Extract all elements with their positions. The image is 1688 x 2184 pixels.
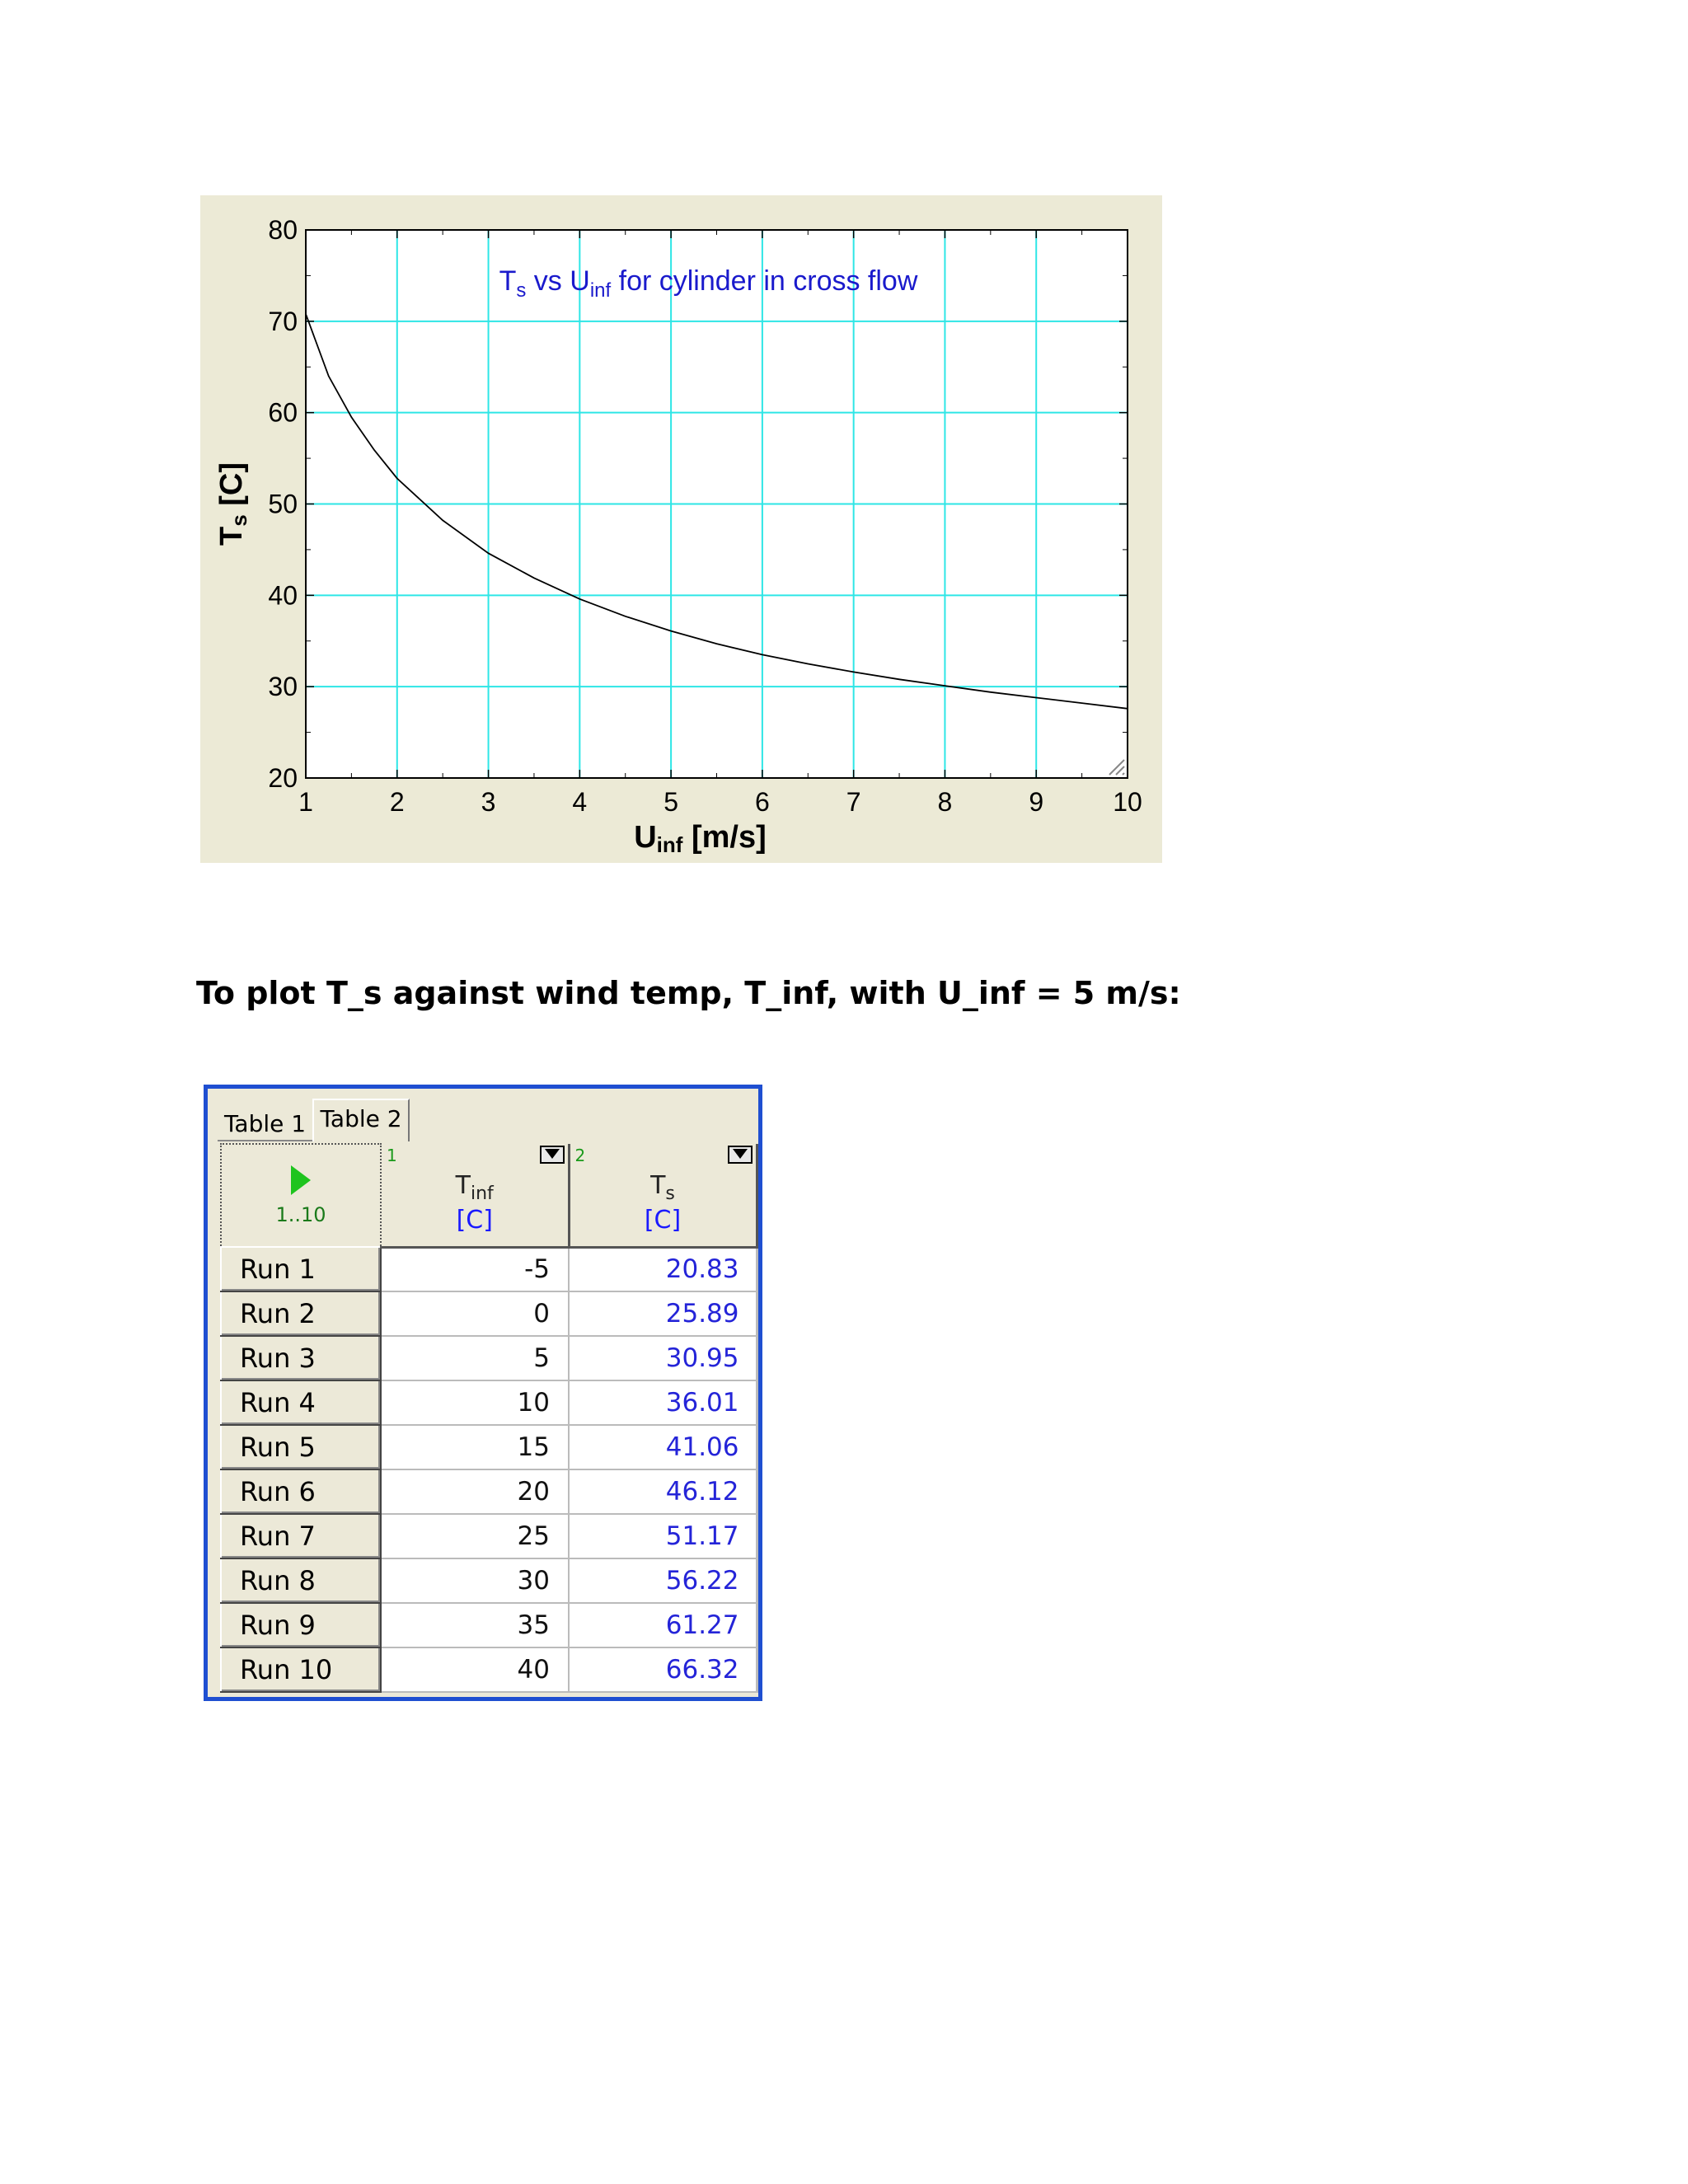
table-row (221, 1380, 757, 1425)
y-tick-label: 80 (268, 215, 298, 245)
table-row (221, 1336, 757, 1380)
run-label[interactable]: Run 4 (221, 1380, 381, 1425)
ts-cell[interactable]: 36.01 (569, 1380, 757, 1425)
column-header-ts[interactable] (569, 1144, 757, 1247)
x-tick-label: 7 (846, 787, 861, 817)
y-axis-label: Ts [C] (214, 462, 251, 546)
variable-subscript: s (665, 1183, 675, 1205)
table-row (221, 1558, 757, 1603)
column-header-tinf[interactable] (381, 1144, 569, 1247)
x-tick-label: 10 (1113, 787, 1142, 817)
grip-line (1123, 773, 1124, 775)
variable-name: T (650, 1171, 666, 1201)
tinf-cell[interactable]: 40 (381, 1647, 569, 1692)
variable-subscript: inf (471, 1183, 494, 1205)
tinf-cell[interactable]: 15 (381, 1425, 569, 1469)
x-tick-label: 9 (1029, 787, 1044, 817)
tab-table-2[interactable]: Table 2 (312, 1099, 410, 1141)
table-row (221, 1603, 757, 1647)
tinf-cell[interactable]: 10 (381, 1380, 569, 1425)
run-label[interactable]: Run 8 (221, 1558, 381, 1603)
x-tick-label: 8 (937, 787, 953, 817)
y-tick-label: 30 (268, 672, 298, 702)
play-icon[interactable] (291, 1165, 311, 1195)
x-axis-label: Uinf [m/s] (634, 820, 767, 857)
column-unit: [C] (644, 1206, 682, 1235)
instruction-text: To plot T_s against wind temp, T_inf, with U_inf = 5 m/s: (196, 975, 1181, 1011)
ts-cell[interactable]: 25.89 (569, 1291, 757, 1336)
table-row (221, 1469, 757, 1514)
y-tick-label: 60 (268, 397, 298, 428)
run-range: 1..10 (275, 1202, 326, 1226)
tinf-cell[interactable]: -5 (381, 1247, 569, 1291)
tinf-cell[interactable]: 30 (381, 1558, 569, 1603)
x-tick-label: 2 (389, 787, 405, 817)
run-label[interactable]: Run 10 (221, 1647, 381, 1692)
y-tick-label: 50 (268, 489, 298, 519)
ts-cell[interactable]: 46.12 (569, 1469, 757, 1514)
tab-table-1[interactable]: Table 1 (218, 1105, 312, 1141)
chart-panel (200, 195, 1165, 863)
ts-cell[interactable]: 66.32 (569, 1647, 757, 1692)
ts-cell[interactable]: 56.22 (569, 1558, 757, 1603)
tinf-cell[interactable]: 5 (381, 1336, 569, 1380)
table-row (221, 1291, 757, 1336)
y-tick-label: 20 (268, 763, 298, 793)
ts-vs-uinf-chart (200, 195, 1162, 863)
x-tick-label: 1 (298, 787, 313, 817)
table-row (221, 1247, 757, 1291)
table-row (221, 1425, 757, 1469)
tinf-cell[interactable]: 25 (381, 1514, 569, 1558)
variable-name: T (455, 1171, 471, 1201)
tinf-cell[interactable]: 35 (381, 1603, 569, 1647)
run-all-header[interactable] (221, 1144, 381, 1247)
column-number: 2 (574, 1146, 586, 1165)
y-tick-label: 70 (268, 306, 298, 336)
ts-cell[interactable]: 20.83 (569, 1247, 757, 1291)
x-tick-label: 4 (572, 787, 588, 817)
table-row (221, 1514, 757, 1558)
x-tick-label: 6 (754, 787, 770, 817)
chart-title: $T_s$ vs $U_{inf}$ for cylinder in cross flow (499, 265, 918, 302)
column-number: 1 (387, 1146, 397, 1165)
x-tick-label: 3 (481, 787, 496, 817)
parametric-table (220, 1143, 758, 1693)
run-label[interactable]: Run 1 (221, 1247, 381, 1291)
ts-cell[interactable]: 51.17 (569, 1514, 757, 1558)
table-row (221, 1647, 757, 1692)
run-label[interactable]: Run 6 (221, 1469, 381, 1514)
run-label[interactable]: Run 3 (221, 1336, 381, 1380)
dropdown-icon[interactable] (540, 1146, 565, 1164)
column-unit: [C] (456, 1206, 493, 1235)
dropdown-icon[interactable] (728, 1146, 753, 1164)
ts-cell[interactable]: 30.95 (569, 1336, 757, 1380)
x-tick-label: 5 (663, 787, 679, 817)
tinf-cell[interactable]: 20 (381, 1469, 569, 1514)
run-label[interactable]: Run 5 (221, 1425, 381, 1469)
column-variable (382, 1171, 567, 1204)
ts-cell[interactable]: 61.27 (569, 1603, 757, 1647)
run-label[interactable]: Run 7 (221, 1514, 381, 1558)
y-tick-label: 40 (268, 580, 298, 611)
run-label[interactable]: Run 9 (221, 1603, 381, 1647)
ts-cell[interactable]: 41.06 (569, 1425, 757, 1469)
tinf-cell[interactable]: 0 (381, 1291, 569, 1336)
run-label[interactable]: Run 2 (221, 1291, 381, 1336)
column-variable (571, 1171, 755, 1204)
parametric-table-window (204, 1085, 762, 1701)
